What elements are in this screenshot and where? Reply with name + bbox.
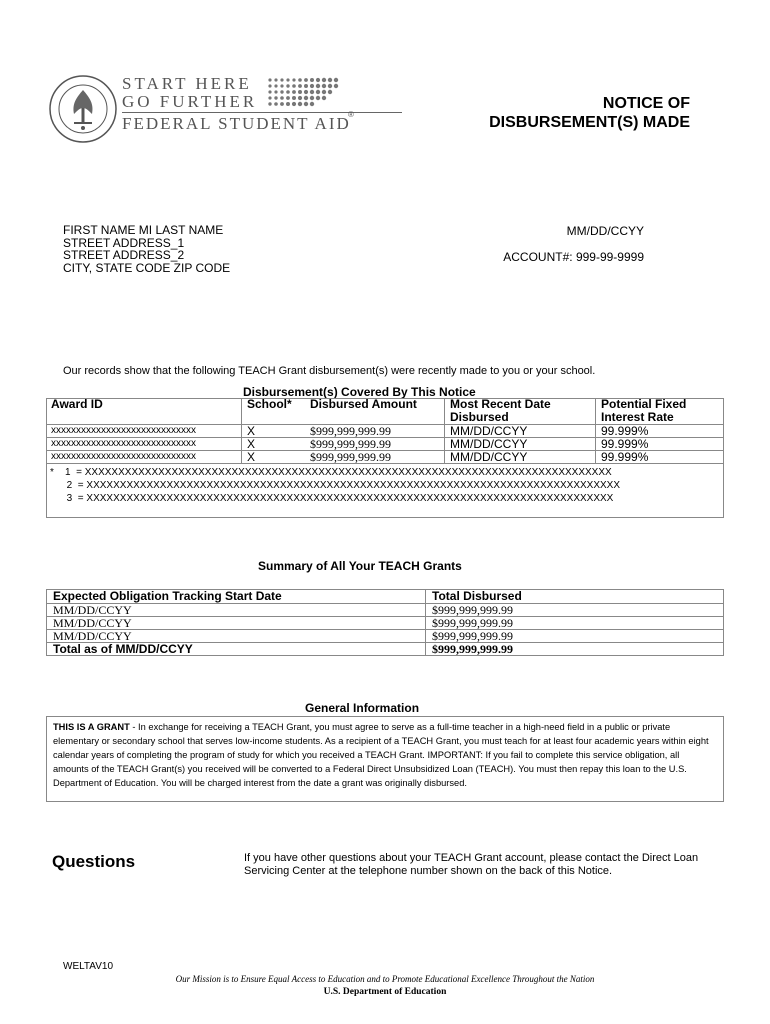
questions-heading: Questions <box>52 852 136 871</box>
col-most-recent-date-line2: Disbursed <box>450 410 509 424</box>
amount-cell: $999,999,999.99 <box>305 425 445 438</box>
summary-total-cell: $999,999,999.99 <box>426 604 724 617</box>
questions-text: If you have other questions about your TEACH Grant account, please contact the Direct Loan Servicing Center at the telephone number shown on the back of this Notice. <box>244 852 699 877</box>
general-info-box <box>46 716 724 802</box>
footnote-3 <box>50 492 620 505</box>
disbursements-table <box>46 398 724 464</box>
col-total-disbursed: Total Disbursed <box>426 590 724 604</box>
disbursements-heading: Disbursement(s) Covered By This Notice <box>243 385 476 399</box>
award-id-cell: xxxxxxxxxxxxxxxxxxxxxxxxxxxxx <box>46 425 242 438</box>
recipient-address <box>63 224 230 274</box>
summary-total-cell: $999,999,999.99 <box>426 617 724 630</box>
mission-statement: Our Mission is to Ensure Equal Access to Education and to Promote Educational Excellence Throughout the Nation <box>175 974 595 984</box>
school-cell: X <box>242 438 306 451</box>
award-id-cell: xxxxxxxxxxxxxxxxxxxxxxxxxxxxx <box>46 451 242 464</box>
form-code: WELTAV10 <box>63 961 114 972</box>
summary-date-cell: MM/DD/CCYY <box>47 617 426 630</box>
footnote-prefix: * 1 = <box>50 467 82 478</box>
fsa-logo <box>48 70 368 150</box>
amount-cell: $999,999,999.99 <box>305 438 445 451</box>
footnote-text: XXXXXXXXXXXXXXXXXXXXXXXXXXXXXXXXXXXXXXXXXXXXXXXXXXXXXXXXXXXXXXXXXXXXXXXXXXXXXXX <box>84 467 612 478</box>
col-award-id: Award ID <box>46 398 242 425</box>
summary-total-value: $999,999,999.99 <box>426 643 724 656</box>
summary-total-label: Total as of MM/DD/CCYY <box>53 642 193 656</box>
col-most-recent-date <box>445 398 596 425</box>
summary-header-row <box>47 590 724 604</box>
col-interest-rate <box>596 398 725 425</box>
award-id-cell: xxxxxxxxxxxxxxxxxxxxxxxxxxxxx <box>46 438 242 451</box>
school-cell: X <box>242 451 306 464</box>
summary-date-cell: MM/DD/CCYY <box>47 604 426 617</box>
notice-title-line1: NOTICE OF <box>602 95 690 112</box>
col-school: School* <box>242 398 306 425</box>
footnote-text: XXXXXXXXXXXXXXXXXXXXXXXXXXXXXXXXXXXXXXXXXXXXXXXXXXXXXXXXXXXXXXXXXXXXXXXXXXXXXXX <box>86 493 614 504</box>
footnote-2 <box>50 479 620 492</box>
footnote-prefix: 2 = <box>50 480 84 491</box>
disbursements-header-row <box>46 398 724 425</box>
col-tracking-start-date: Expected Obligation Tracking Start Date <box>47 590 426 604</box>
summary-heading: Summary of All Your TEACH Grants <box>258 559 462 573</box>
school-cell: X <box>242 425 306 438</box>
general-info-heading: General Information <box>305 701 420 715</box>
footnote-prefix: 3 = <box>50 493 84 504</box>
footnote-1 <box>50 466 620 479</box>
col-interest-rate-line2: Interest Rate <box>601 410 674 424</box>
footnote-text: XXXXXXXXXXXXXXXXXXXXXXXXXXXXXXXXXXXXXXXXXXXXXXXXXXXXXXXXXXXXXXXXXXXXXXXXXXXXXXXX <box>86 480 621 491</box>
school-footnotes <box>50 466 620 505</box>
summary-total-row <box>47 643 724 656</box>
col-most-recent-date-line1: Most Recent Date <box>450 397 551 411</box>
recipient-street2: STREET ADDRESS_2 <box>63 248 185 262</box>
notice-title <box>489 94 690 132</box>
account-number: ACCOUNT#: 999-99-9999 <box>503 250 644 264</box>
summary-date-cell: MM/DD/CCYY <box>47 630 426 643</box>
rate-cell: 99.999% <box>596 438 725 451</box>
logo-line-federal-student-aid: FEDERAL STUDENT AID <box>122 114 351 133</box>
rate-cell: 99.999% <box>596 451 725 464</box>
recipient-name: FIRST NAME MI LAST NAME <box>63 223 224 237</box>
summary-table <box>46 589 724 656</box>
notice-title-line2: DISBURSEMENT(S) MADE <box>489 114 690 131</box>
registered-mark: ® <box>348 110 354 119</box>
notice-date: MM/DD/CCYY <box>566 224 644 238</box>
logo-divider <box>122 112 402 113</box>
table-row <box>47 604 724 617</box>
recipient-city: CITY, STATE CODE ZIP CODE <box>63 260 231 275</box>
table-row <box>47 630 724 643</box>
records-statement: Our records show that the following TEACH Grant disbursement(s) were recently made to you or your school. <box>63 365 596 377</box>
logo-dots-icon <box>266 76 346 110</box>
date-cell: MM/DD/CCYY <box>445 438 596 451</box>
department-name: U.S. Department of Education <box>323 987 447 997</box>
recipient-street1: STREET ADDRESS_1 <box>63 235 185 250</box>
col-interest-rate-line1: Potential Fixed <box>601 397 687 411</box>
general-info-body: - In exchange for receiving a TEACH Grant, you must agree to serve as a full-time teacher in a high-need field in a public or private elementary or secondary school that serves low-income students. As a recipient of a TEACH Grant, you must teach for at least four academic years within eight calendar years of completing the program of study for which you received a TEACH Grant. IMPORTANT: If you fail to complete this service obligation, all amounts of the TEACH Grant(s) you received will be converted to a Federal Direct Unsubsidized Loan (TEACH). You must then repay this loan to the U.S. Department of Education. You will be charged interest from the date a grant was originally disbursed. <box>53 722 709 788</box>
date-cell: MM/DD/CCYY <box>445 425 596 438</box>
date-cell: MM/DD/CCYY <box>445 451 596 464</box>
general-info-lead: THIS IS A GRANT <box>53 722 130 732</box>
rate-cell: 99.999% <box>596 425 725 438</box>
logo-line-go-further: GO FURTHER <box>122 92 258 111</box>
table-row <box>46 425 724 438</box>
table-row <box>47 617 724 630</box>
table-row <box>46 451 724 464</box>
summary-total-cell: $999,999,999.99 <box>426 630 724 643</box>
col-disbursed-amount: Disbursed Amount <box>305 398 445 425</box>
department-seal-icon <box>48 74 118 144</box>
table-row <box>46 438 724 451</box>
logo-line-start-here: START HERE <box>122 74 252 93</box>
amount-cell: $999,999,999.99 <box>305 451 445 464</box>
